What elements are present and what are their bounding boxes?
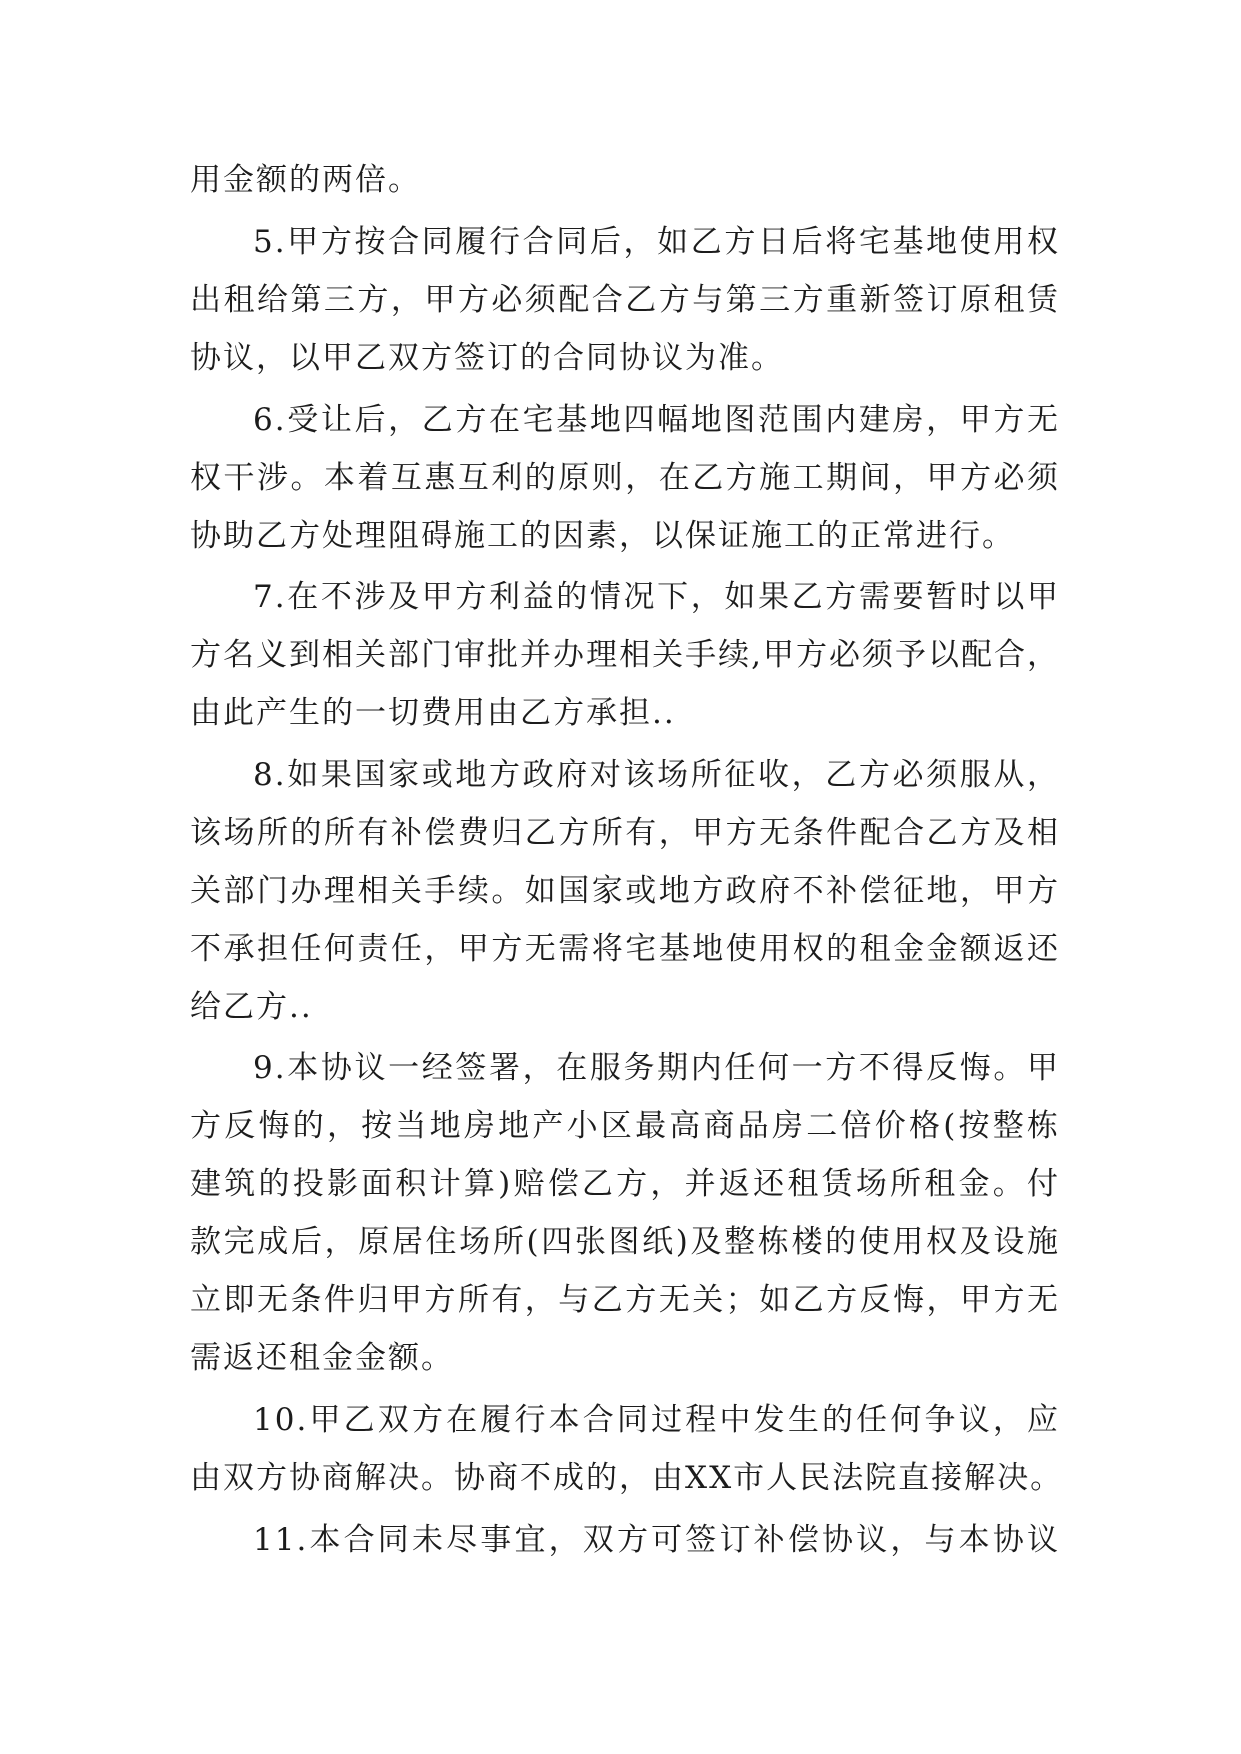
text-line: 8.如果国家或地方政府对该场所征收，乙方必须服从，	[253, 757, 1060, 793]
text-line: 协议，以甲乙双方签订的合同协议为准。	[190, 340, 784, 376]
text-line: 方反悔的，按当地房地产小区最高商品房二倍价格(按整栋	[190, 1108, 1060, 1144]
text-line: 5.甲方按合同履行合同后，如乙方日后将宅基地使用权	[253, 224, 1060, 260]
text-line: 7.在不涉及甲方利益的情况下，如果乙方需要暂时以甲	[253, 579, 1060, 615]
text-line: 款完成后，原居住场所(四张图纸)及整栋楼的使用权及设施	[190, 1224, 1060, 1260]
text-line: 权干涉。本着互惠互利的原则，在乙方施工期间，甲方必须	[190, 460, 1060, 496]
text-line: 关部门办理相关手续。如国家或地方政府不补偿征地，甲方	[190, 873, 1060, 909]
text-line: 由双方协商解决。协商不成的，由XX市人民法院直接解决。	[190, 1460, 1064, 1496]
text-line: 需返还租金金额。	[190, 1340, 454, 1376]
text-line: 给乙方..	[190, 989, 313, 1025]
text-line: 立即无条件归甲方所有，与乙方无关；如乙方反悔，甲方无	[190, 1282, 1060, 1318]
text-line: 出租给第三方，甲方必须配合乙方与第三方重新签订原租赁	[190, 282, 1060, 318]
text-line: 6.受让后，乙方在宅基地四幅地图范围内建房，甲方无	[253, 402, 1060, 438]
text-line: 11.本合同未尽事宜，双方可签订补偿协议，与本协议	[253, 1522, 1060, 1558]
text-line: 不承担任何责任，甲方无需将宅基地使用权的租金金额返还	[190, 931, 1060, 967]
text-line: 建筑的投影面积计算)赔偿乙方，并返还租赁场所租金。付	[190, 1166, 1060, 1202]
text-line: 协助乙方处理阻碍施工的因素，以保证施工的正常进行。	[190, 518, 1015, 554]
text-line: 10.甲乙双方在履行本合同过程中发生的任何争议，应	[253, 1402, 1060, 1438]
text-line: 9.本协议一经签署，在服务期内任何一方不得反悔。甲	[253, 1050, 1060, 1086]
text-line: 该场所的所有补偿费归乙方所有，甲方无条件配合乙方及相	[190, 815, 1060, 851]
text-line: 方名义到相关部门审批并办理相关手续,甲方必须予以配合，	[190, 637, 1060, 673]
text-line: 用金额的两倍。	[190, 162, 421, 198]
text-line: 由此产生的一切费用由乙方承担..	[190, 695, 676, 731]
